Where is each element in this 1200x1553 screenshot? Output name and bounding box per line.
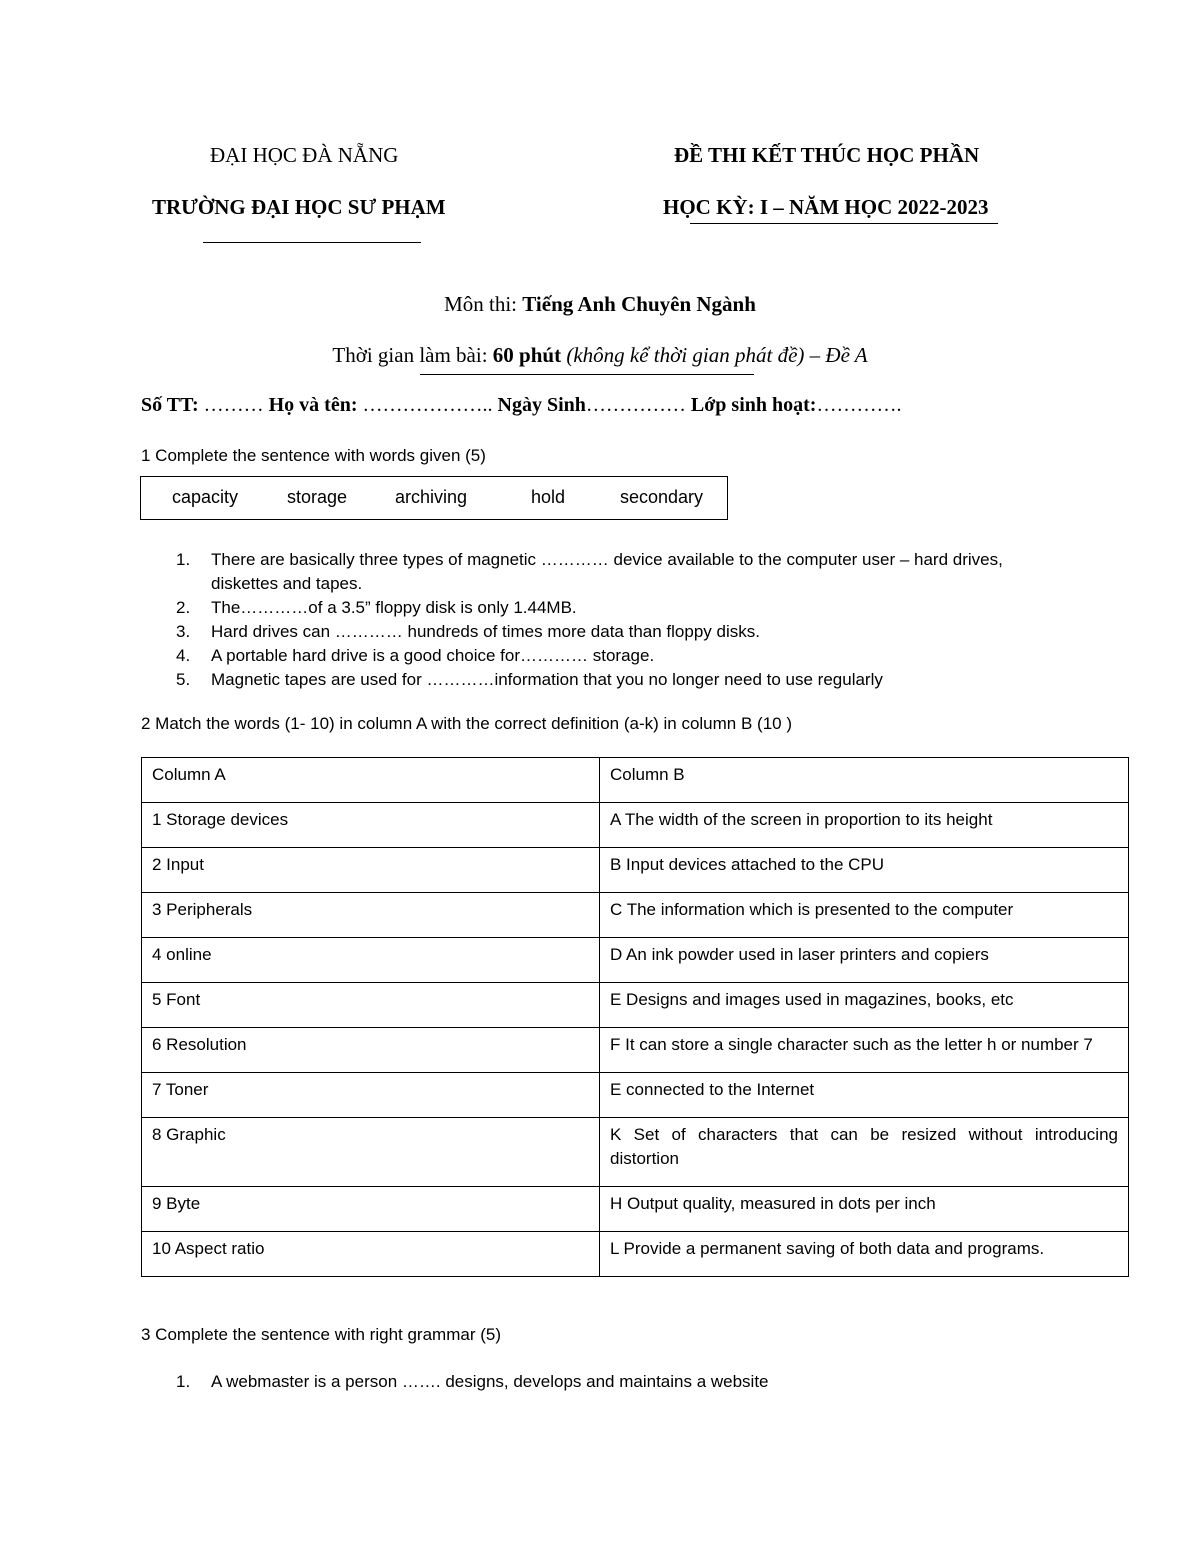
column-b-cell: E Designs and images used in magazines, books, etc [600, 983, 1129, 1028]
table-row [142, 803, 1129, 848]
list-item [176, 1372, 769, 1392]
semester-line: HỌC KỲ: I – NĂM HỌC 2022-2023 [663, 195, 989, 219]
table-row [142, 848, 1129, 893]
header-left-rule [203, 242, 421, 243]
column-a-cell: 5 Font [142, 983, 600, 1028]
question-text: Magnetic tapes are used for …………information that you no longer need to use regularly [211, 670, 883, 689]
question-number: 5. [176, 670, 191, 689]
name-label: Họ và tên: [268, 394, 358, 416]
word-secondary: secondary [620, 487, 704, 507]
question-text-cont: diskettes and tapes. [211, 574, 363, 593]
list-item [176, 644, 1076, 668]
column-a-cell: 1 Storage devices [142, 803, 600, 848]
column-a-cell: 8 Graphic [142, 1118, 600, 1187]
table-row [142, 1118, 1129, 1187]
question-text: Hard drives can ………… hundreds of times more data than floppy disks. [211, 622, 760, 641]
list-item [176, 668, 1076, 692]
column-b-cell: A The width of the screen in proportion to its height [600, 803, 1129, 848]
question-text: A portable hard drive is a good choice for………… storage. [211, 646, 655, 665]
exam-version: – Đề A [804, 343, 868, 367]
list-item [176, 596, 1076, 620]
table-row [142, 938, 1129, 983]
column-b-cell: K Set of characters that can be resized without introducing distortion [600, 1118, 1129, 1187]
section2-title: 2 Match the words (1- 10) in column A with the correct definition (a-k) in column B (10 ) [141, 714, 792, 733]
class-field[interactable]: …………. [816, 394, 902, 416]
section1-questions [176, 548, 1076, 692]
time-underline [420, 374, 754, 375]
question-number: 1. [176, 550, 191, 569]
dob-field[interactable]: …………… [585, 394, 691, 416]
question-text: A webmaster is a person ……. designs, develops and maintains a website [211, 1372, 769, 1391]
name-field[interactable]: ……………….. [357, 394, 498, 416]
list-item [176, 620, 1076, 644]
question-number: 1. [176, 1372, 191, 1391]
subject-value: Tiếng Anh Chuyên Ngành [522, 292, 756, 316]
word-bank [140, 476, 728, 520]
student-fields [141, 394, 901, 417]
word-hold: hold [531, 487, 566, 507]
column-b-cell: H Output quality, measured in dots per inch [600, 1187, 1129, 1232]
column-b-cell: F It can store a single character such as the letter h or number 7 [600, 1028, 1129, 1073]
question-text: There are basically three types of magnetic ………… device available to the computer user – hard drives, [211, 550, 1003, 569]
header-right-rule [690, 223, 998, 224]
column-b-cell: C The information which is presented to the computer [600, 893, 1129, 938]
exam-title: ĐỀ THI KẾT THÚC HỌC PHẦN [674, 143, 980, 167]
question-text: The…………of a 3.5” floppy disk is only 1.44MB. [211, 598, 577, 617]
column-a-cell: 3 Peripherals [142, 893, 600, 938]
question-number: 4. [176, 646, 191, 665]
number-label: Số TT: [141, 394, 199, 416]
column-a-cell: 7 Toner [142, 1073, 600, 1118]
column-b-cell: E connected to the Internet [600, 1073, 1129, 1118]
dob-label: Ngày Sinh [497, 394, 586, 416]
list-item [176, 548, 1076, 596]
word-archiving: archiving [395, 487, 468, 507]
number-field[interactable]: ……… [198, 394, 269, 416]
time-line [0, 343, 1200, 368]
table-header-row [142, 758, 1129, 803]
section1-title: 1 Complete the sentence with words given (5) [141, 446, 486, 465]
subject-line [0, 292, 1200, 317]
column-b-cell: B Input devices attached to the CPU [600, 848, 1129, 893]
time-value: 60 phút [492, 343, 562, 367]
time-label: Thời gian làm bài: [332, 343, 493, 367]
column-a-cell: 2 Input [142, 848, 600, 893]
column-a-cell: 9 Byte [142, 1187, 600, 1232]
class-label: Lớp sinh hoạt: [690, 394, 817, 416]
table-row [142, 983, 1129, 1028]
column-a-cell: 6 Resolution [142, 1028, 600, 1073]
university-name: ĐẠI HỌC ĐÀ NẴNG [210, 143, 399, 167]
column-b-cell: L Provide a permanent saving of both data and programs. [600, 1232, 1129, 1277]
table-row [142, 893, 1129, 938]
table-row [142, 1232, 1129, 1277]
table-row [142, 1028, 1129, 1073]
column-a-cell: 10 Aspect ratio [142, 1232, 600, 1277]
time-note: (không kể thời gian phát đề) [561, 343, 805, 367]
question-number: 3. [176, 622, 191, 641]
subject-label: Môn thi: [444, 292, 523, 316]
section3-title: 3 Complete the sentence with right grammar (5) [141, 1325, 501, 1344]
word-storage: storage [287, 487, 348, 507]
question-number: 2. [176, 598, 191, 617]
word-capacity: capacity [172, 487, 239, 507]
column-b-header: Column B [600, 758, 1129, 803]
table-row [142, 1187, 1129, 1232]
column-a-header: Column A [142, 758, 600, 803]
column-a-cell: 4 online [142, 938, 600, 983]
matching-table [141, 757, 1129, 1277]
table-row [142, 1073, 1129, 1118]
school-name: TRƯỜNG ĐẠI HỌC SƯ PHẠM [152, 195, 446, 219]
column-b-cell: D An ink powder used in laser printers and copiers [600, 938, 1129, 983]
